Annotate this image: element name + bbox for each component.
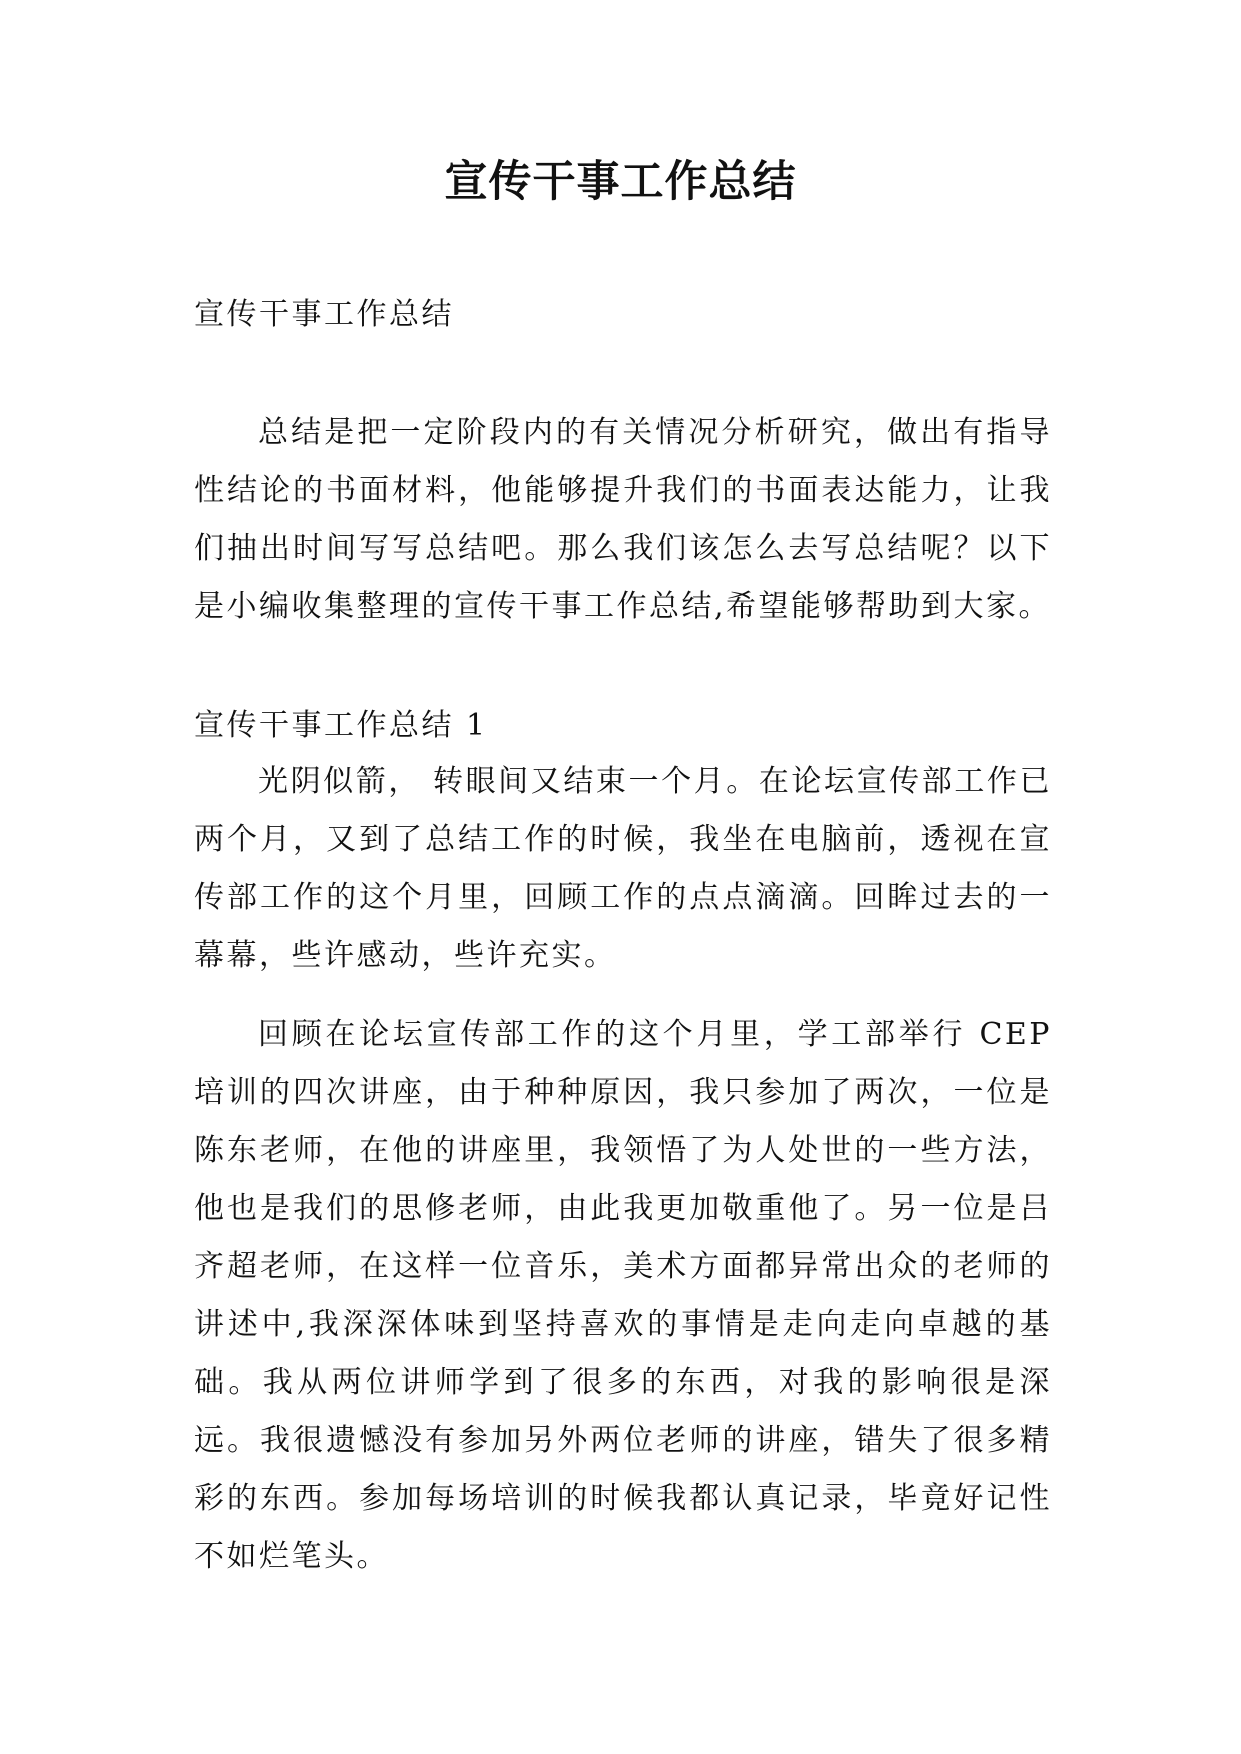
document-subheading: 宣传干事工作总结: [194, 297, 454, 332]
document-title: 宣传干事工作总结: [444, 157, 797, 207]
paragraph-2: 回顾在论坛宣传部工作的这个月里，学工部举行 CEP 培训的四次讲座，由于种种原因，我只参加了两次，一位是陈东老师，在他的讲座里，我领悟了为人处世的一些方法，他也是我们的思修老师，由此我更加敬重他了。另一位是吕齐超老师，在这样一位音乐，美术方面都异常出众的老师的讲述中,我深深体味到坚持喜欢的事情是走向走向卓越的基础。我从两位讲师学到了很多的东西，对我的影响很是深远。我很遗憾没有参加另外两位老师的讲座，错失了很多精彩的东西。参加每场培训的时候我都认真记录，毕竟好记性不如烂笔头。: [194, 1017, 1052, 1574]
intro-paragraph: 总结是把一定阶段内的有关情况分析研究，做出有指导性结论的书面材料，他能够提升我们的书面表达能力，让我们抽出时间写写总结吧。那么我们该怎么去写总结呢？以下是小编收集整理的宣传干事工作总结,希望能够帮助到大家。: [194, 415, 1052, 624]
paragraph-1: 光阴似箭， 转眼间又结束一个月。在论坛宣传部工作已两个月，又到了总结工作的时候，我坐在电脑前，透视在宣传部工作的这个月里，回顾工作的点点滴滴。回眸过去的一幕幕，些许感动，些许充实。: [194, 764, 1052, 973]
section-title: 宣传干事工作总结 1: [194, 708, 488, 743]
